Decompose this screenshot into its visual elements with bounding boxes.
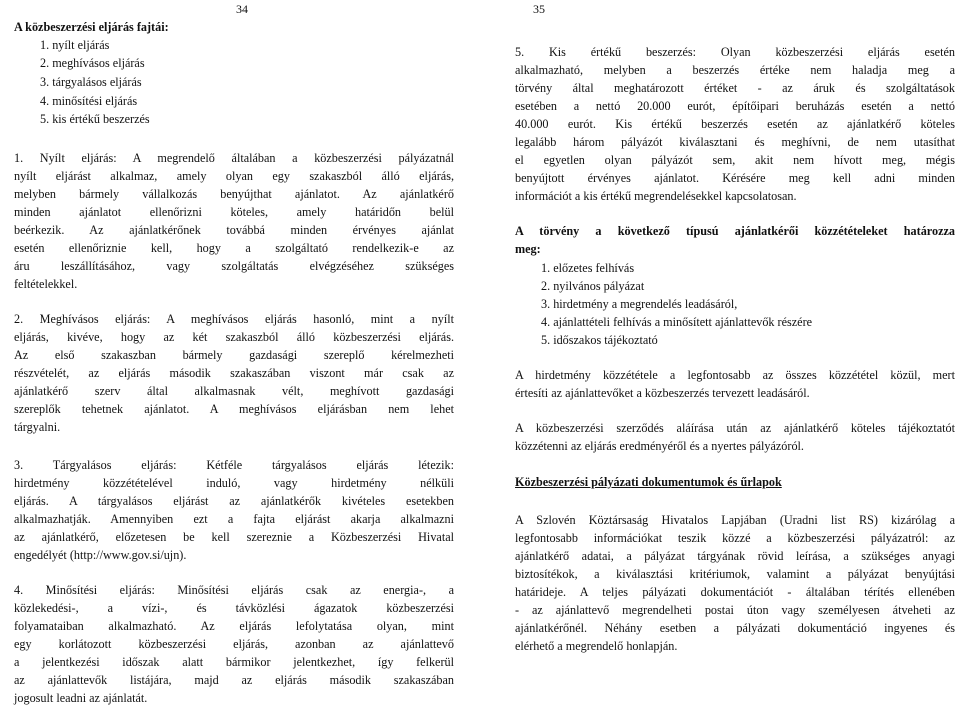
text-line: ajánlatkérő szerv által alkalmasnak vélt, meghívott gazdasági bbox=[14, 384, 454, 398]
page-number-left: 34 bbox=[236, 2, 248, 16]
text-line: ajánlatkérő adatai, a pályázat tárgyának rövid leírása, a szükséges anyagi bbox=[515, 549, 955, 563]
text-line: egy korlátozott közbeszerzési eljárás, azonban az ajánlattevő bbox=[14, 637, 454, 651]
text-line: nyílt eljárást alkalmaz, amely olyan egy szakaszból álló eljárás, bbox=[14, 169, 454, 183]
right-page bbox=[515, 0, 955, 709]
list-item: 5. kis értékű beszerzés bbox=[40, 112, 150, 126]
text-line: törvény által meghatározott értéket - az áruk és szolgáltatások bbox=[515, 81, 955, 95]
left-page bbox=[14, 0, 454, 709]
list-item: 2. meghívásos eljárás bbox=[40, 56, 145, 70]
text-line: 3. Tárgyalásos eljárás: Kétféle tárgyalásos eljárás létezik: bbox=[14, 458, 454, 472]
text-line: biztosítékok, a kiválasztási kritériumok, valamint a pályázat benyújtási bbox=[515, 567, 955, 581]
text-line: el egyetlen olyan pályázót sem, akit nem hívott meg, mégis bbox=[515, 153, 955, 167]
text-line: közzétenni az eljárás eredményéről és a nyertes pályázóról. bbox=[515, 439, 804, 453]
text-line: 2. Meghívásos eljárás: A meghívásos eljárás hasonló, mint a nyílt bbox=[14, 312, 454, 326]
text-line: feltételekkel. bbox=[14, 277, 78, 291]
list-item: 4. ajánlattételi felhívás a minősített ajánlattevők részére bbox=[541, 315, 813, 329]
text-line: tárgyalni. bbox=[14, 420, 61, 434]
text-line: eljárás, kivéve, hogy az két szakaszból álló közbeszerzési eljárás. bbox=[14, 330, 454, 344]
text-line: beérkezik. Az ajánlatkérőnek továbbá minden érvényes ajánlat bbox=[14, 223, 454, 237]
text-line: legalább három pályázót kiválasztani és meghívni, de nem utasíthat bbox=[515, 135, 955, 149]
text-line: elérhető a megrendelő honlapján. bbox=[515, 639, 678, 653]
list-item: 5. időszakos tájékoztató bbox=[541, 333, 658, 347]
text-line: benyújtott érvényes ajánlatot. Kérésére meg kell adni minden bbox=[515, 171, 955, 185]
page-number-right: 35 bbox=[533, 2, 545, 16]
text-line: szereplők tehetnek ajánlatot. A meghívásos eljárásban nem lehet bbox=[14, 402, 454, 416]
list-item: 2. nyilvános pályázat bbox=[541, 279, 645, 293]
text-line: 5. Kis értékű beszerzés: Olyan közbeszerzési eljárás esetén bbox=[515, 45, 955, 59]
text-line: minden ajánlatot ellenőrizni köteles, amely határidőn belül bbox=[14, 205, 454, 219]
text-line: folyamataiban alkalmazható. Az eljárás lefolytatása olyan, mint bbox=[14, 619, 454, 633]
text-line: a jelentkezési időszak alatt bármikor jelentkezhet, így felkerül bbox=[14, 655, 454, 669]
text-line: 4. Minősítési eljárás: Minősítési eljárás csak az energia-, a bbox=[14, 583, 454, 597]
text-line: információt a kis értékű megrendelésekkel kapcsolatosan. bbox=[515, 189, 797, 203]
text-line: A közbeszerzési szerződés aláírása után az ajánlatkérő köteles tájékoztatót bbox=[515, 421, 955, 435]
section-title: A közbeszerzési eljárás fajtái: bbox=[14, 20, 169, 34]
text-line: A hirdetmény közzététele a legfontosabb az összes közzététel közül, mert bbox=[515, 368, 955, 382]
text-line: határideje. A teljes pályázati dokumentációt - általában térítés ellenében bbox=[515, 585, 955, 599]
text-line: hirdetmény közzétételével induló, vagy hirdetmény nélküli bbox=[14, 476, 454, 490]
list-item: 4. minősítési eljárás bbox=[40, 94, 138, 108]
text-line: részvételét, az eljárás második szakaszában viszont már csak az bbox=[14, 366, 454, 380]
list-item: 3. hirdetmény a megrendelés leadásáról, bbox=[541, 297, 738, 311]
list-item: 1. előzetes felhívás bbox=[541, 261, 635, 275]
text-line: Az első szakaszban bármely gazdasági szereplő kérelmezheti bbox=[14, 348, 454, 362]
text-line: eljárás. A tárgyalásos eljárást az ajánlatkérők kivételes esetekben bbox=[14, 494, 454, 508]
text-line: alkalmazhatják. Amennyiben ezt a fajta eljárást akarja alkalmazni bbox=[14, 512, 454, 526]
text-line: esetében a nettó 20.000 eurót, építőipari beruházás esetén a nettó bbox=[515, 99, 955, 113]
text-line: az ajánlattevők listájára, majd az eljárás második szakaszában bbox=[14, 673, 454, 687]
text-line: alkalmazható, melyben a beszerzés értéke nem haladja meg a bbox=[515, 63, 955, 77]
text-line: 40.000 eurót. Kis értékű beszerzés esetén az ajánlatkérő köteles bbox=[515, 117, 955, 131]
text-line: áru leszállításához, vagy szolgáltatás elvégzéséhez szükséges bbox=[14, 259, 454, 273]
text-line: esetén ellenőriznie kell, hogy a szolgáltató rendelkezik-e az bbox=[14, 241, 454, 255]
section-heading: meg: bbox=[515, 242, 541, 256]
text-line: közlekedési-, a vízi-, és távközlési ágazatok közbeszerzési bbox=[14, 601, 454, 615]
section-heading-underlined: Közbeszerzési pályázati dokumentumok és űrlapok bbox=[515, 475, 782, 489]
text-line: A Szlovén Köztársaság Hivatalos Lapjában (Uradni list RS) kizárólag a bbox=[515, 513, 955, 527]
text-line: 1. Nyílt eljárás: A megrendelő általában a közbeszerzési pályázatnál bbox=[14, 151, 454, 165]
text-line: ajánlatkérőnél. Néhány esetben a pályázati dokumentáció ingyenes és bbox=[515, 621, 955, 635]
text-line: melyben bármely vállalkozás benyújthat ajánlatot. Az ajánlatkérő bbox=[14, 187, 454, 201]
text-line: engedélyét (http://www.gov.si/ujn). bbox=[14, 548, 187, 562]
section-heading: A törvény a következő típusú ajánlatkérői közzétételeket határozza bbox=[515, 224, 955, 238]
text-line: legfontosabb információkat teszik közzé a közbeszerzési pályázatról: az bbox=[515, 531, 955, 545]
list-item: 1. nyílt eljárás bbox=[40, 38, 110, 52]
text-line: értesíti az ajánlattevőket a közbeszerzés tervezett leadásáról. bbox=[515, 386, 810, 400]
text-line: jogosult leadni az ajánlatát. bbox=[14, 691, 148, 705]
list-item: 3. tárgyalásos eljárás bbox=[40, 75, 142, 89]
text-line: az ajánlatkérő, előzetesen be kell szereznie a Közbeszerzési Hivatal bbox=[14, 530, 454, 544]
text-line: - az ajánlattevő megrendelheti postai úton vagy személyesen átveheti az bbox=[515, 603, 955, 617]
